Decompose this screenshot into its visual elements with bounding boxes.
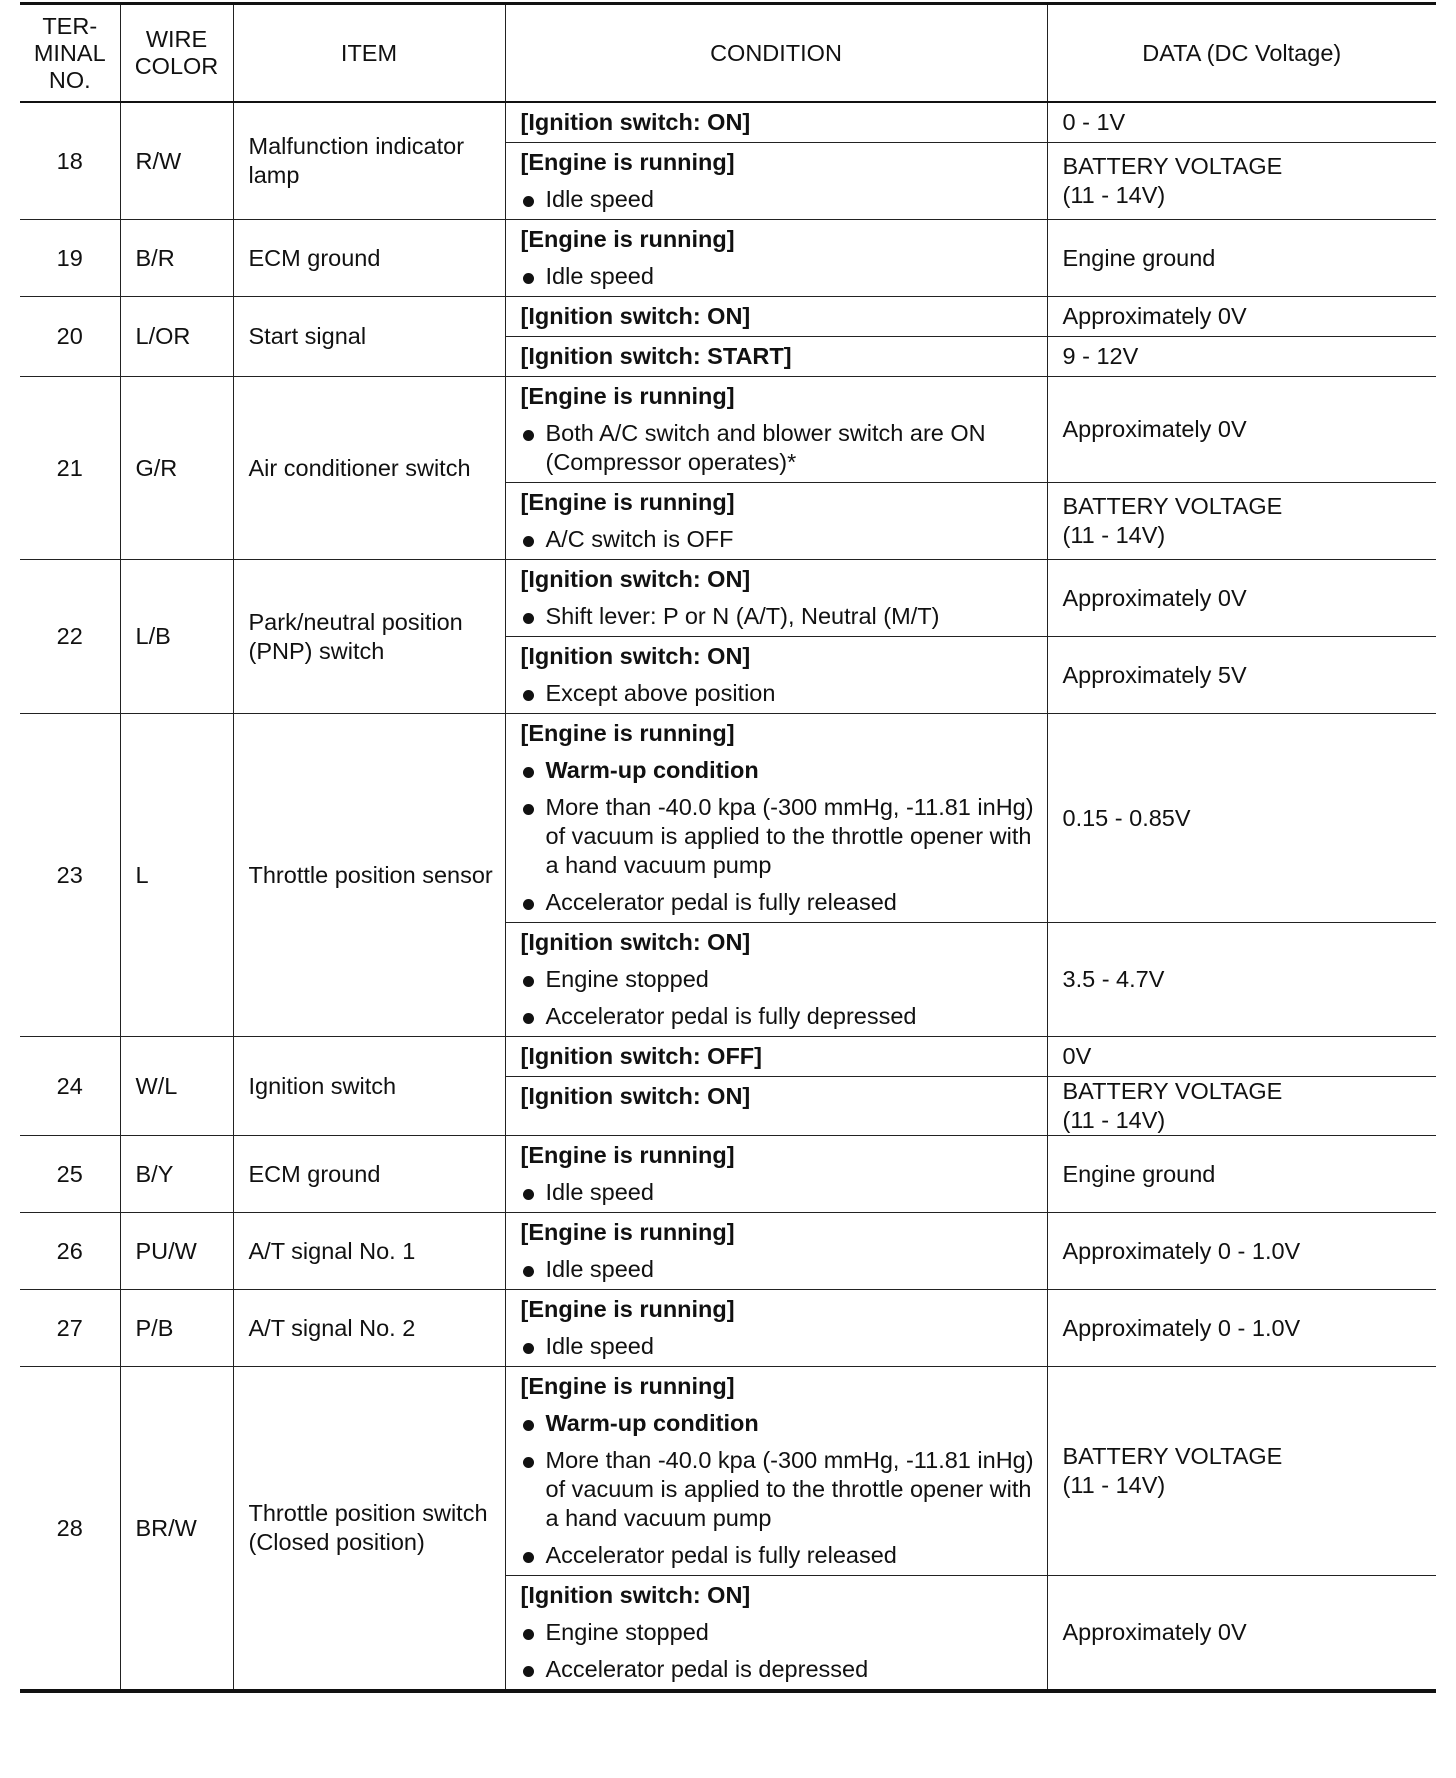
header-condition: CONDITION	[505, 4, 1047, 103]
condition-cell	[505, 483, 1047, 560]
table-row	[20, 297, 1436, 337]
condition-header: [Engine is running]	[520, 1219, 735, 1245]
condition-header: [Engine is running]	[520, 1296, 735, 1322]
dc-voltage-value: Approximately 5V	[1047, 637, 1436, 714]
condition-cell	[505, 1367, 1047, 1576]
terminal-no-cell: 22	[20, 560, 120, 714]
dc-voltage-value: 0.15 - 0.85V	[1047, 714, 1436, 923]
condition-bullet: Warm-up condition	[521, 756, 1035, 785]
condition-cell	[505, 560, 1047, 637]
dc-voltage-value: 0V	[1047, 1037, 1436, 1077]
dc-voltage-value: Approximately 0V	[1047, 377, 1436, 483]
condition-bullet: Shift lever: P or N (A/T), Neutral (M/T)	[521, 602, 1035, 631]
condition-header: [Engine is running]	[520, 226, 735, 252]
terminal-no-cell: 21	[20, 377, 120, 560]
item-cell: Ignition switch	[233, 1037, 505, 1136]
condition-bullet: Except above position	[521, 679, 1035, 708]
condition-bullet: More than -40.0 kpa (-300 mmHg, -11.81 inHg) of vacuum is applied to the throttle opener with a hand vacuum pump	[521, 1446, 1035, 1533]
condition-header: [Engine is running]	[520, 1373, 735, 1399]
dc-voltage-value: 3.5 - 4.7V	[1047, 923, 1436, 1037]
condition-header: [Ignition switch: OFF]	[520, 1043, 762, 1069]
dc-voltage-value: Engine ground	[1047, 1136, 1436, 1213]
condition-bullet: Accelerator pedal is depressed	[521, 1655, 1035, 1684]
condition-header: [Engine is running]	[520, 149, 735, 175]
condition-header: [Ignition switch: ON]	[520, 1582, 751, 1608]
condition-header: [Ignition switch: ON]	[520, 643, 751, 669]
item-cell: Air conditioner switch	[233, 377, 505, 560]
item-cell: Throttle position switch (Closed position)	[233, 1367, 505, 1692]
condition-header: [Ignition switch: START]	[520, 343, 792, 369]
dc-voltage-value: Approximately 0 - 1.0V	[1047, 1290, 1436, 1367]
condition-bullet: Engine stopped	[521, 965, 1035, 994]
terminal-no-cell: 18	[20, 102, 120, 220]
table-row	[20, 1213, 1436, 1290]
condition-header: [Engine is running]	[520, 1142, 735, 1168]
condition-cell	[505, 220, 1047, 297]
table-row	[20, 1290, 1436, 1367]
condition-cell	[505, 143, 1047, 220]
condition-cell	[505, 337, 1047, 377]
condition-cell	[505, 1037, 1047, 1077]
terminal-no-cell: 28	[20, 1367, 120, 1692]
condition-header: [Ignition switch: ON]	[520, 303, 751, 329]
table-row	[20, 1367, 1436, 1576]
condition-header: [Ignition switch: ON]	[520, 1083, 751, 1109]
condition-bullet: Idle speed	[521, 185, 1035, 214]
condition-bullet: Both A/C switch and blower switch are ON (Compressor operates)*	[521, 419, 1035, 477]
item-cell: ECM ground	[233, 1136, 505, 1213]
table-row	[20, 714, 1436, 923]
table-row	[20, 220, 1436, 297]
table-body	[20, 102, 1436, 1691]
header-wire-color: WIRE COLOR	[120, 4, 233, 103]
item-cell: Park/neutral position (PNP) switch	[233, 560, 505, 714]
terminal-no-cell: 19	[20, 220, 120, 297]
wire-color-cell: R/W	[120, 102, 233, 220]
dc-voltage-value: Approximately 0V	[1047, 1576, 1436, 1692]
dc-voltage-value: BATTERY VOLTAGE (11 - 14V)	[1047, 1367, 1436, 1576]
terminal-no-cell: 23	[20, 714, 120, 1037]
dc-voltage-value: BATTERY VOLTAGE (11 - 14V)	[1047, 483, 1436, 560]
condition-cell	[505, 377, 1047, 483]
condition-cell	[505, 1136, 1047, 1213]
item-cell: Malfunction indicator lamp	[233, 102, 505, 220]
wire-color-cell: G/R	[120, 377, 233, 560]
condition-header: [Ignition switch: ON]	[520, 929, 751, 955]
table-row	[20, 377, 1436, 483]
dc-voltage-value: BATTERY VOLTAGE (11 - 14V)	[1047, 143, 1436, 220]
table-row	[20, 1037, 1436, 1077]
wire-color-cell: L	[120, 714, 233, 1037]
condition-cell	[505, 1077, 1047, 1136]
item-cell: A/T signal No. 1	[233, 1213, 505, 1290]
condition-bullet: Idle speed	[521, 1255, 1035, 1284]
wire-color-cell: P/B	[120, 1290, 233, 1367]
terminal-no-cell: 24	[20, 1037, 120, 1136]
wire-color-cell: B/R	[120, 220, 233, 297]
header-data-dc-voltage: DATA (DC Voltage)	[1047, 4, 1436, 103]
wire-color-cell: BR/W	[120, 1367, 233, 1692]
condition-header: [Ignition switch: ON]	[520, 566, 751, 592]
condition-header: [Engine is running]	[520, 383, 735, 409]
item-cell: Start signal	[233, 297, 505, 377]
dc-voltage-value: Engine ground	[1047, 220, 1436, 297]
wire-color-cell: PU/W	[120, 1213, 233, 1290]
condition-header: [Ignition switch: ON]	[520, 109, 751, 135]
dc-voltage-value: Approximately 0 - 1.0V	[1047, 1213, 1436, 1290]
condition-cell	[505, 923, 1047, 1037]
table-row	[20, 102, 1436, 143]
table-row	[20, 560, 1436, 637]
condition-cell	[505, 102, 1047, 143]
condition-bullet: Idle speed	[521, 262, 1035, 291]
condition-bullet: Idle speed	[521, 1332, 1035, 1361]
condition-cell	[505, 1576, 1047, 1692]
condition-cell	[505, 637, 1047, 714]
terminal-no-cell: 20	[20, 297, 120, 377]
condition-bullet: Warm-up condition	[521, 1409, 1035, 1438]
item-cell: Throttle position sensor	[233, 714, 505, 1037]
condition-bullet: Engine stopped	[521, 1618, 1035, 1647]
wire-color-cell: L/B	[120, 560, 233, 714]
dc-voltage-value: BATTERY VOLTAGE (11 - 14V)	[1047, 1077, 1436, 1136]
condition-bullet: More than -40.0 kpa (-300 mmHg, -11.81 inHg) of vacuum is applied to the throttle opener with a hand vacuum pump	[521, 793, 1035, 880]
table-row	[20, 1136, 1436, 1213]
wire-color-cell: W/L	[120, 1037, 233, 1136]
wire-color-cell: B/Y	[120, 1136, 233, 1213]
condition-bullet: Accelerator pedal is fully depressed	[521, 1002, 1035, 1031]
condition-bullet: Idle speed	[521, 1178, 1035, 1207]
terminal-data-table	[20, 2, 1436, 1693]
condition-cell	[505, 297, 1047, 337]
item-cell: A/T signal No. 2	[233, 1290, 505, 1367]
item-cell: ECM ground	[233, 220, 505, 297]
header-terminal-no: TER- MINAL NO.	[20, 4, 120, 103]
condition-header: [Engine is running]	[520, 489, 735, 515]
condition-bullet: Accelerator pedal is fully released	[521, 888, 1035, 917]
table-header-row	[20, 4, 1436, 103]
wire-color-cell: L/OR	[120, 297, 233, 377]
dc-voltage-value: 0 - 1V	[1047, 102, 1436, 143]
dc-voltage-value: Approximately 0V	[1047, 560, 1436, 637]
terminal-table-page	[20, 2, 1436, 1693]
condition-bullet: Accelerator pedal is fully released	[521, 1541, 1035, 1570]
dc-voltage-value: Approximately 0V	[1047, 297, 1436, 337]
condition-cell	[505, 1290, 1047, 1367]
terminal-no-cell: 25	[20, 1136, 120, 1213]
terminal-no-cell: 27	[20, 1290, 120, 1367]
condition-bullet: A/C switch is OFF	[521, 525, 1035, 554]
condition-cell	[505, 1213, 1047, 1290]
header-item: ITEM	[233, 4, 505, 103]
condition-cell	[505, 714, 1047, 923]
condition-header: [Engine is running]	[520, 720, 735, 746]
dc-voltage-value: 9 - 12V	[1047, 337, 1436, 377]
terminal-no-cell: 26	[20, 1213, 120, 1290]
